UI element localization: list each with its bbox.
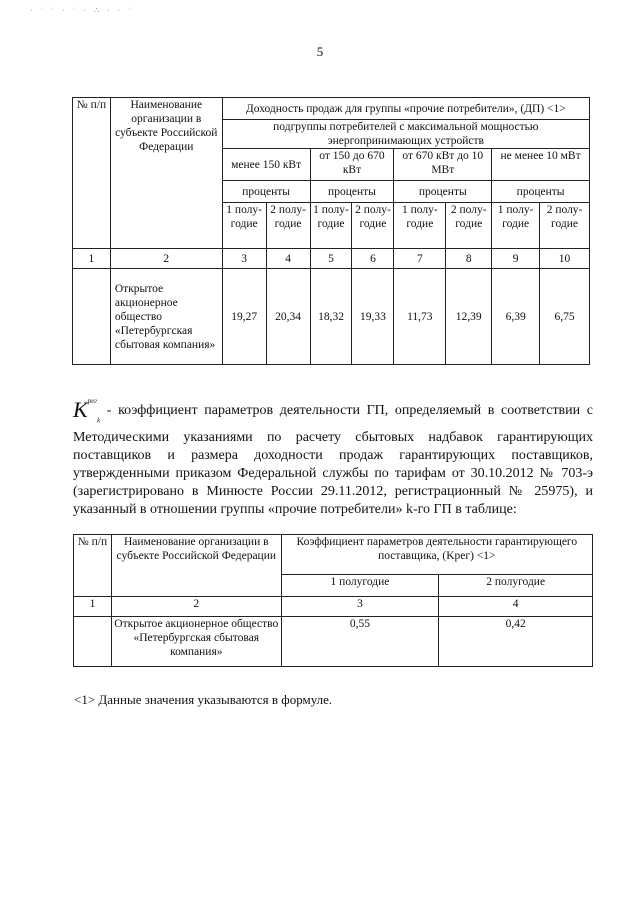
header-row-number: № п/п: [74, 535, 112, 597]
header-half-year: 2 полу-годие: [352, 203, 394, 249]
header-half-year-2: 2 полугодие: [439, 575, 593, 597]
header-half-year: 2 полу-годие: [266, 203, 310, 249]
header-half-year: 2 полу-годие: [540, 203, 590, 249]
column-number: 2: [111, 597, 281, 617]
column-number: 9: [492, 249, 540, 269]
header-consumer-subgroups: подгруппы потребителей с максимальной мощностью энергопринимающих устройств: [222, 120, 589, 149]
column-number: 1: [74, 597, 112, 617]
column-number: 6: [352, 249, 394, 269]
value-cell: 19,27: [222, 269, 266, 365]
page-number: 5: [316, 44, 324, 59]
value-cell: 19,33: [352, 269, 394, 365]
row-number-cell: [74, 617, 112, 667]
value-cell: 6,39: [492, 269, 540, 365]
header-coefficient: Коэффициент параметров деятельности гарантирующего поставщика, (Kрег) <1>: [281, 535, 592, 575]
column-number: 2: [110, 249, 222, 269]
header-half-year: 1 полу-годие: [310, 203, 352, 249]
header-half-year: 1 полу-годие: [492, 203, 540, 249]
header-group-150-670kw: от 150 до 670 кВт: [310, 149, 394, 181]
header-row-number: № п/п: [73, 98, 111, 249]
column-number: 5: [310, 249, 352, 269]
header-unit-percent: проценты: [310, 181, 394, 203]
header-organization-name: Наименование организации в субъекте Российской Федерации: [110, 98, 222, 249]
header-half-year-1: 1 полугодие: [281, 575, 439, 597]
header-half-year: 2 полу-годие: [446, 203, 492, 249]
column-number: 4: [439, 597, 593, 617]
column-number: 10: [540, 249, 590, 269]
row-number-cell: [73, 269, 111, 365]
column-number: 3: [222, 249, 266, 269]
organization-name-cell: Открытое акционерное общество «Петербургская сбытовая компания»: [111, 617, 281, 667]
profitability-table: [72, 97, 590, 365]
coefficient-description-text: - коэффициент параметров деятельности ГП, определяемый в соответствии с Методическими указаниями по расчету сбытовых надбавок гарантирующих поставщиков и размера доходности продаж гарантирующих поставщиков, утвержденными приказом Федеральной службы по тарифам от 30.10.2012 № 703-э (зарегистрировано в Минюсте России 29.11.2012, регистрационный № 25975), и указанный в отношении группы «прочие потребители» k-го ГП в таблице:: [73, 403, 594, 518]
footnote: <1> Данные значения указываются в формуле.: [74, 692, 333, 707]
value-cell: 20,34: [266, 269, 310, 365]
coefficient-value-half-1: 0,55: [281, 617, 439, 667]
column-number: 8: [446, 249, 492, 269]
scan-noise: · ˙ ˙ · ˙ · ∴ · · ˙: [30, 6, 135, 15]
header-profitability-title: Доходность продаж для группы «прочие потребители», (ДП) <1>: [222, 98, 589, 120]
header-half-year: 1 полу-годие: [222, 203, 266, 249]
value-cell: 18,32: [310, 269, 352, 365]
header-group-under-150kw: менее 150 кВт: [222, 149, 310, 181]
coefficient-value-half-2: 0,42: [439, 617, 593, 667]
header-unit-percent: проценты: [394, 181, 492, 203]
header-organization-name: Наименование организации в субъекте Российской Федерации: [111, 535, 281, 597]
coefficient-description: [73, 392, 593, 519]
organization-name-cell: Открытое акционерное общество «Петербургская сбытовая компания»: [110, 269, 222, 365]
value-cell: 6,75: [540, 269, 590, 365]
value-cell: 12,39: [446, 269, 492, 365]
column-number: 7: [394, 249, 446, 269]
header-group-over-10mw: не менее 10 мВт: [492, 149, 590, 181]
value-cell: 11,73: [394, 269, 446, 365]
header-unit-percent: проценты: [492, 181, 590, 203]
coefficient-table: [73, 534, 593, 667]
coefficient-symbol: $K^{рег}_k$: [73, 397, 101, 425]
column-number: 1: [73, 249, 111, 269]
column-number: 4: [266, 249, 310, 269]
column-number: 3: [281, 597, 439, 617]
header-half-year: 1 полу-годие: [394, 203, 446, 249]
header-group-670kw-10mw: от 670 кВт до 10 МВт: [394, 149, 492, 181]
header-unit-percent: проценты: [222, 181, 310, 203]
